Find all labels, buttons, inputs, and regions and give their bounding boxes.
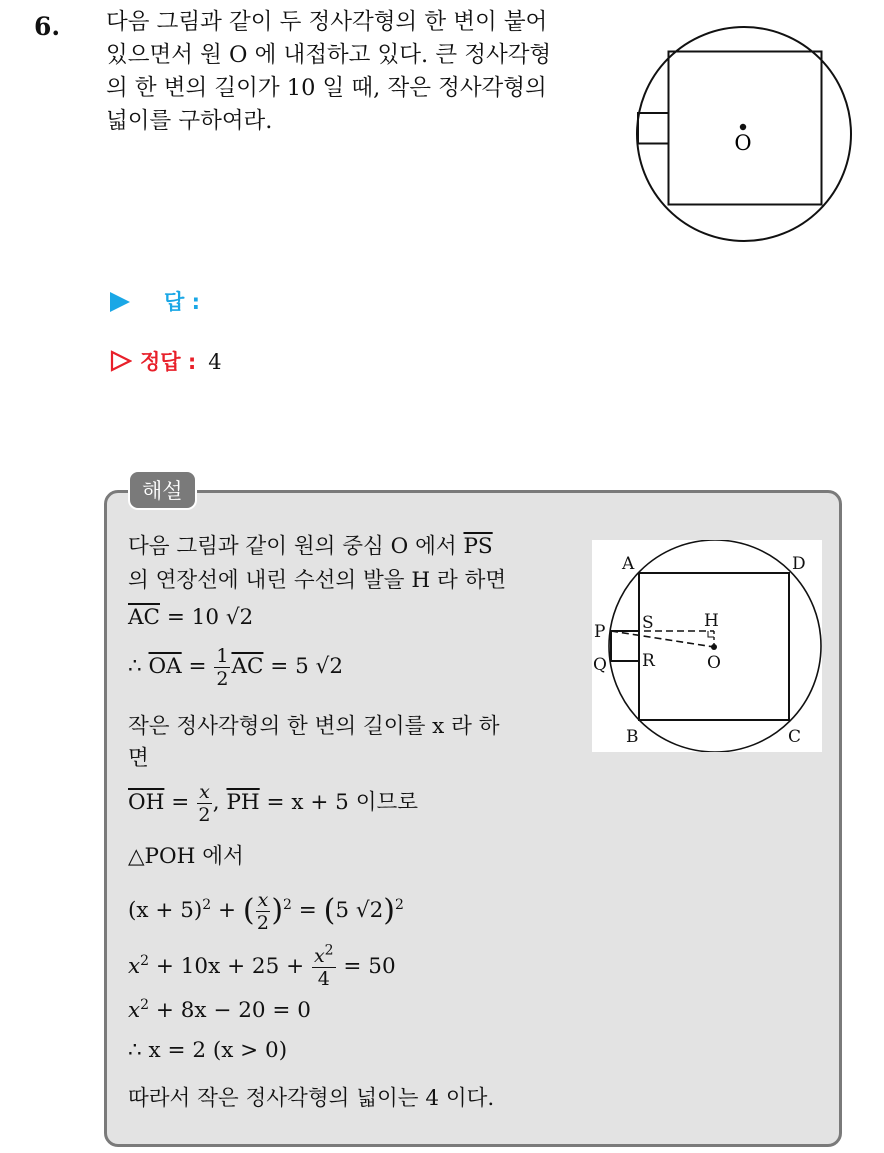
center-label-o: O (734, 131, 752, 155)
solution-line-1: 다음 그림과 같이 원의 중심 O 에서 $\overline{PS}$ (128, 534, 493, 559)
solution-eq-1: $(x + 5)^2$ + ( $\frac{x}{2}$ )$^2$ = (5 √2)$^2$ (128, 888, 404, 934)
solution-line-7: $\overline{OH}$ = $\frac{x}{2}$ , $\overline{PH} = x + 5$ 이므로 (128, 780, 418, 826)
play-triangle-icon (110, 292, 130, 312)
solution-line-3: $\overline{AC} = 10$ √2 (128, 605, 254, 630)
question-line-3: 의 한 변의 길이가 10 일 때, 작은 정사각형의 (106, 75, 547, 101)
label-a: A (622, 554, 635, 574)
correct-answer-row (110, 346, 222, 377)
solution-eq-2: $x^2 + 10x + 25$ + $\frac{x^2}{4}$ = 50 (128, 942, 396, 990)
solution-conclusion: 따라서 작은 정사각형의 넓이는 4 이다. (128, 1086, 495, 1111)
solution-line-6: 면 (128, 746, 149, 771)
label-r: R (642, 651, 655, 671)
label-s: S (642, 613, 654, 633)
outline-triangle-icon (110, 350, 132, 377)
solution-line-8: △POH 에서 (128, 844, 244, 869)
question-figure (630, 20, 858, 248)
question-number: 6. (34, 12, 61, 41)
correct-value: 4 (208, 350, 222, 374)
solution-figure (592, 540, 822, 752)
label-b: B (626, 727, 639, 747)
question-line-1: 다음 그림과 같이 두 정사각형의 한 변이 붙어 (106, 9, 548, 35)
label-o: O (707, 653, 721, 673)
label-c: C (788, 727, 802, 747)
label-q: Q (593, 655, 607, 675)
solution-line-5: 작은 정사각형의 한 변의 길이를 x 라 하 (128, 714, 500, 739)
label-d: D (792, 554, 806, 574)
answer-row (110, 286, 200, 316)
solution-eq-4: ∴ x = 2 (x > 0) (128, 1038, 288, 1063)
correct-label: 정답 : (140, 350, 197, 374)
solution-line-2: 의 연장선에 내린 수선의 발을 H 라 하면 (128, 568, 507, 593)
solution-line-4: ∴ $\overline{OA}$ = $\frac{1}{2}$ $\overline{AC} = 5$ √2 (128, 644, 344, 690)
solution-tag: 해설 (128, 470, 197, 510)
answer-label: 답 : (164, 290, 200, 314)
label-p: P (594, 622, 606, 642)
label-h: H (704, 611, 719, 631)
question-line-4: 넓이를 구하여라. (106, 108, 273, 134)
question-line-2: 있으면서 원 O 에 내접하고 있다. 큰 정사각형 (106, 42, 552, 68)
solution-eq-3: $x^2 + 8x - 20 = 0$ (128, 996, 311, 1023)
